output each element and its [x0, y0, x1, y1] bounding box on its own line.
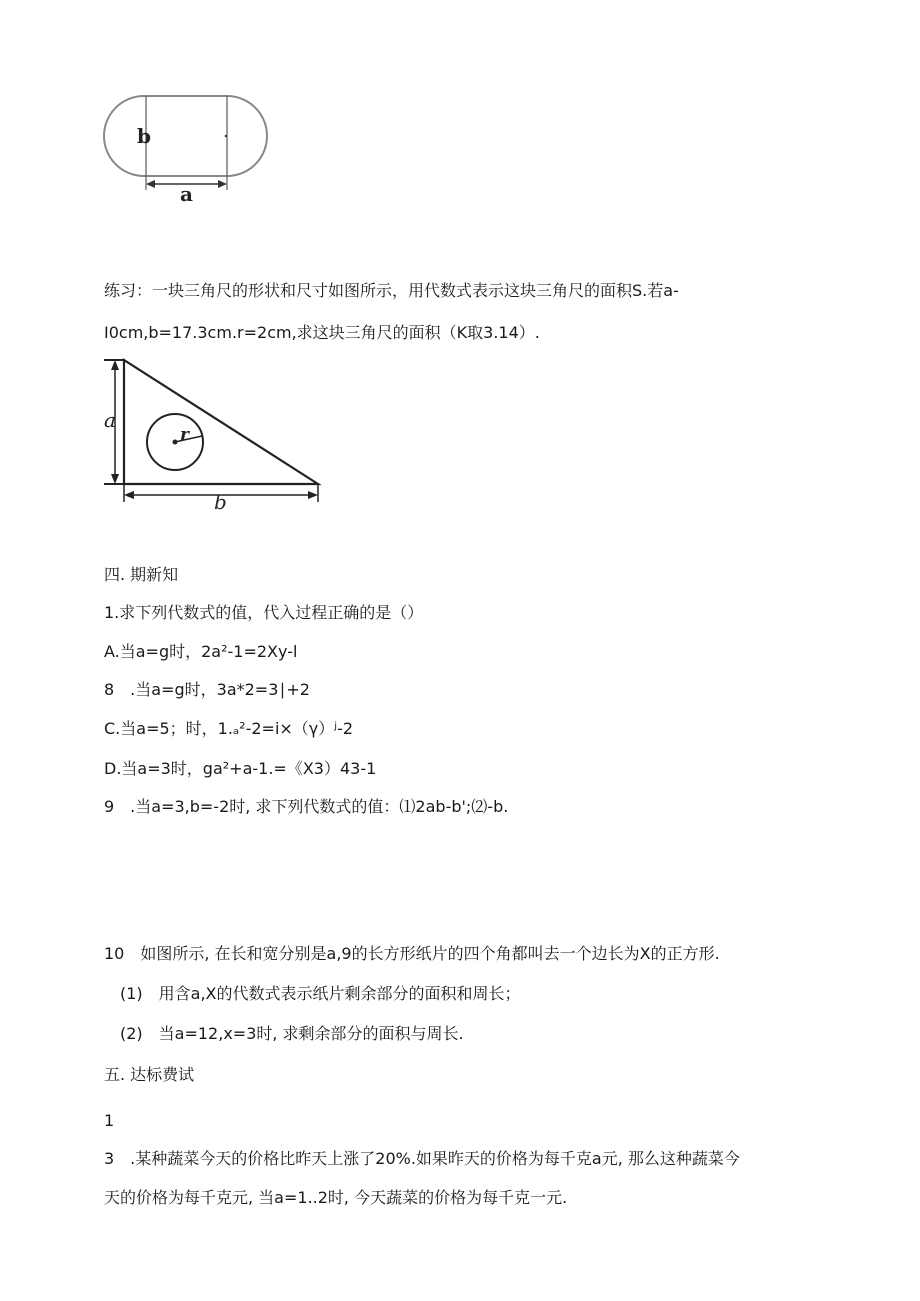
practice-line-2: I0cm,b=17.3cm.r=2cm,求这块三角尺的面积（K取3.14）.	[104, 323, 540, 342]
label-a: a	[180, 182, 193, 205]
stadium-outline	[104, 96, 267, 176]
option-a: A.当a=g时，2a²-1=2Xy-l	[104, 642, 298, 661]
item-1: 1	[104, 1111, 115, 1130]
option-d: D.当a=3时，ga²+a-1.=《X3）43-1	[104, 759, 377, 778]
triangle-ruler-figure	[100, 352, 330, 512]
label-b: b	[214, 490, 227, 512]
option-c: C.当a=5；时，1.ₐ²-2=i×（γ）ʲ-2	[104, 719, 354, 738]
label-r: r	[180, 425, 189, 445]
question-3-line-2: 天的价格为每千克元, 当a=1..2时, 今天蔬菜的价格为每千克一元.	[104, 1188, 568, 1207]
practice-line-1: 练习：一块三角尺的形状和尺寸如图所示，用代数式表示这块三角尺的面积S.若a-	[104, 281, 679, 300]
label-a: a	[104, 408, 116, 432]
label-b: b	[137, 124, 151, 148]
section-5-title: 五. 达标费试	[104, 1065, 195, 1084]
question-10-part-2: (2) 当a=12,x=3时, 求剩余部分的面积与周长.	[120, 1024, 464, 1043]
question-9: 9 .当a=3,b=-2时, 求下列代数式的值：⑴2ab-b';⑵-b.	[104, 797, 509, 816]
question-10: 10 如图所示, 在长和宽分别是a,9的长方形纸片的四个角都叫去一个边长为X的正方形.	[104, 944, 720, 963]
triangle-outline	[124, 360, 318, 484]
option-b: 8 .当a=g时，3a*2=3∣+2	[104, 680, 310, 699]
question-10-part-1: (1) 用含a,X的代数式表示纸片剩余部分的面积和周长；	[120, 984, 521, 1003]
section-4-title: 四. 期新知	[104, 565, 179, 584]
stadium-figure	[100, 90, 275, 205]
question-3-line-1: 3 .某种蔬菜今天的价格比昨天上涨了20%.如果昨天的价格为每千克a元, 那么这种蔬菜今	[104, 1149, 740, 1168]
question-1: 1.求下列代数式的值，代入过程正确的是（）	[104, 603, 424, 622]
center-dot	[225, 135, 228, 138]
